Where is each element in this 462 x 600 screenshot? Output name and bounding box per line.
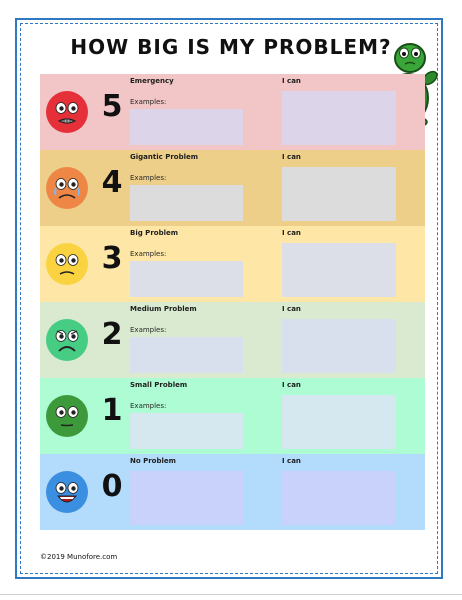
i-can-label: I can (282, 77, 301, 85)
i-can-write-box[interactable] (282, 167, 396, 221)
examples-label: Examples: (130, 402, 167, 410)
i-can-label: I can (282, 457, 301, 465)
crying-face-icon (45, 166, 89, 210)
i-can-write-box[interactable] (282, 395, 396, 449)
examples-write-box[interactable] (130, 413, 243, 449)
problem-row-5 (40, 74, 425, 150)
problem-level-label: No Problem (130, 457, 176, 465)
examples-label: Examples: (130, 326, 167, 334)
problem-scale-rows (40, 74, 425, 530)
examples-label: Examples: (130, 250, 167, 258)
neutral-face-icon (45, 394, 89, 438)
problem-row-0 (40, 454, 425, 530)
page-divider (0, 594, 462, 595)
problem-row-1 (40, 378, 425, 454)
problem-level-label: Gigantic Problem (130, 153, 199, 161)
problem-level-number: 5 (101, 89, 123, 124)
problem-level-number: 2 (101, 317, 123, 352)
problem-level-label: Emergency (130, 77, 174, 85)
problem-level-number: 4 (101, 165, 123, 200)
problem-level-number: 0 (101, 469, 123, 504)
i-can-write-box[interactable] (282, 243, 396, 297)
problem-level-number: 1 (101, 393, 123, 428)
examples-write-box[interactable] (130, 185, 243, 221)
scared-face-icon (45, 90, 89, 134)
examples-write-box[interactable] (130, 337, 243, 373)
problem-level-label: Small Problem (130, 381, 188, 389)
examples-write-box[interactable] (130, 261, 243, 297)
copyright-footer: ©2019 Munofore.com (40, 553, 118, 561)
i-can-label: I can (282, 153, 301, 161)
i-can-write-box[interactable] (282, 91, 396, 145)
examples-write-box[interactable] (130, 471, 243, 525)
i-can-label: I can (282, 229, 301, 237)
examples-label: Examples: (130, 174, 167, 182)
happy-face-icon (45, 470, 89, 514)
examples-label: Examples: (130, 98, 167, 106)
examples-write-box[interactable] (130, 109, 243, 145)
problem-level-label: Medium Problem (130, 305, 197, 313)
problem-row-4 (40, 150, 425, 226)
i-can-label: I can (282, 305, 301, 313)
problem-level-number: 3 (101, 241, 123, 276)
worried-face-icon (45, 242, 89, 286)
problem-row-3 (40, 226, 425, 302)
i-can-write-box[interactable] (282, 319, 396, 373)
problem-row-2 (40, 302, 425, 378)
sad-face-icon (45, 318, 89, 362)
i-can-label: I can (282, 381, 301, 389)
page-title: HOW BIG IS MY PROBLEM? (70, 35, 392, 59)
problem-level-label: Big Problem (130, 229, 179, 237)
i-can-write-box[interactable] (282, 471, 396, 525)
